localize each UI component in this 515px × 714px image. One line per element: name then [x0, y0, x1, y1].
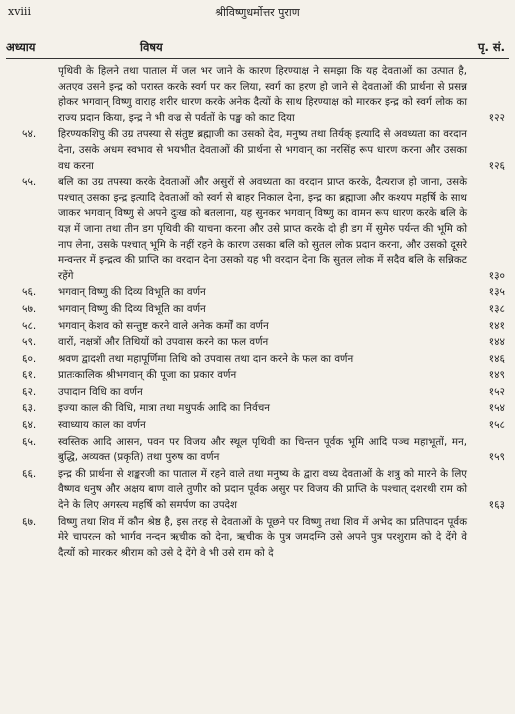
entry-chapter-number: ६५. [22, 435, 37, 448]
entry-chapter-number: ६४. [22, 419, 37, 432]
entry-page-number: १२२ [488, 111, 505, 124]
entry-chapter-number: ६२. [22, 385, 37, 398]
entry-page-number: १२६ [488, 159, 505, 172]
contents-entry [0, 352, 515, 368]
column-header-subject: विषय [140, 40, 163, 54]
entry-chapter-number: ६६. [22, 467, 37, 480]
entry-description: भगवान् विष्णु की दिव्य विभूति का वर्णन [58, 302, 206, 315]
contents-entry [0, 368, 515, 384]
contents-entry [0, 319, 515, 335]
entry-description: वारों, नक्षत्रों और तिथियों को उपवास करने का फल वर्णन [58, 336, 269, 349]
entry-page-number: १४१ [488, 319, 505, 332]
entry-description: प्रातःकालिक श्रीभगवान् की पूजा का प्रकार वर्णन [58, 369, 237, 382]
entry-page-number: १६३ [488, 499, 505, 512]
contents-entry [0, 401, 515, 417]
entry-page-number: १४४ [488, 336, 505, 349]
entry-description: पृथिवी के हिलने तथा पाताल में जल भर जाने के कारण हिरण्याक्ष ने समझा कि यह देवताओं का उत्पात है, अतएव उसने इन्द्र को परास्त करके स्वर्ग पर कर लिया, स्वर्ग का हरण हो जाने से देवताओं की प्रार्थना से प्रसन्न होकर भगवान् विष्णु वाराह शरीर धारण करके अनेक दैत्यों के साथ हिरण्याक्ष को मारकर इन्द्र को स्वर्ग लोक का राज्य प्रदान किया, इन्द्र ने भी वज्र से पर्वतों के पङ्ख को काट दिया [58, 65, 467, 124]
column-headers [0, 40, 515, 58]
entry-page-number: १३५ [488, 286, 505, 299]
page-number-roman: xviii [8, 5, 31, 18]
entry-chapter-number: ५६. [22, 286, 37, 299]
entry-chapter-number: ६१. [22, 369, 37, 382]
entry-page-number: १५४ [488, 402, 505, 415]
entry-description: हिरण्यकशिपु की उग्र तपस्या से संतुष्ट ब्रह्माजी का उसको देव, मनुष्य तथा तिर्यक् इत्यादि से अवध्यता का वरदान देना, उसके अधम स्वभाव से भयभीत देवताओं की प्रार्थना से भगवान् का नरसिंह रूप धारण करना और उसका वध करना [58, 128, 467, 172]
book-title: श्रीविष्णुधर्मोत्तर पुराण [215, 6, 300, 19]
entry-description: इन्द्र की प्रार्थना से शङ्करजी का पाताल में रहने वाले तथा मनुष्य के द्वारा वध्य देवताओं के शत्रु को मारने के लिए वैष्णव धनुष और अक्षय बाण वाले तुणीर को प्रदान पूर्वक असुर पर विजय की प्राप्ति के पश्चात् दशरथी राम को देने के लिए अगस्त्य महर्षि को समर्पण का उपदेश [58, 467, 467, 512]
contents-list [0, 64, 515, 562]
column-header-chapter: अध्याय [6, 40, 36, 54]
contents-entry [0, 302, 515, 318]
entry-chapter-number: ५८. [22, 319, 37, 332]
entry-description: विष्णु तथा शिव में कौन श्रेष्ठ है, इस तरह से देवताओं के पूछने पर विष्णु तथा शिव में अभेद का प्रतिपादन पूर्वक मेरे चापरत्न को भार्गव नन्दन ऋचीक को देना, ऋचीक के पुत्र जमदग्नि उसे अपने पुत्र परशुराम को दे देंगे वे दैत्यों को मारकर श्रीराम को उसे दे देंगे वे भी उसे राम को दे [58, 515, 467, 559]
entry-page-number: १४९ [488, 369, 505, 382]
entry-chapter-number: ५५. [22, 176, 37, 189]
page-header [0, 5, 515, 21]
entry-description: श्रवण द्वादशी तथा महापूर्णिमा तिथि को उपवास तथा दान करने के फल का वर्णन [58, 352, 354, 365]
entry-chapter-number: ५७. [22, 302, 37, 315]
entry-chapter-number: ६३. [22, 402, 37, 415]
column-header-page: पृ. सं. [477, 40, 505, 54]
contents-entry [0, 175, 515, 284]
contents-entry [0, 418, 515, 434]
entry-page-number: १३८ [488, 302, 505, 315]
entry-chapter-number: ५९. [22, 336, 37, 349]
entry-description: स्वस्तिक आदि आसन, पवन पर विजय और स्थूल पृथिवी का चिन्तन पूर्वक भूमि आदि पञ्च महाभूतों, मन, बुद्धि, अव्यक्त (प्रकृति) तथा पुरुष का वर्णन [58, 435, 467, 464]
contents-entry [0, 285, 515, 301]
entry-chapter-number: ६०. [22, 352, 37, 365]
entry-page-number: १४६ [488, 352, 505, 365]
entry-description: उपादान विधि का वर्णन [58, 385, 143, 398]
entry-description: बलि का उग्र तपस्या करके देवताओं और असुरों से अवध्यता का वरदान प्राप्त करके, दैत्यराज हो जाना, उसके पश्चात् उसका इन्द्र इत्यादि देवताओं को स्वर्ग से बाहर निकाल देना, इन्द्र का ब्रह्माजा और कश्यप महर्षि के साथ जाकर भगवान् विष्णु से अपने दुःख को बतलाना, यह सुनकर भगवान् विष्णु का वामन रूप धारण करके बलि के यज्ञ में जाना तथा तीन डग पृथिवी की याचना करना और उसे प्राप्त करके दो ही डग में सुमेरु पर्यन्त की भूमि को नाप लेना, उसके पश्चात् भूमि के नहीं रहने के कारण उसका बलि को सुतल लोक प्रदान करना, और उसको दूसरे मन्वन्तर में इन्द्रत्व की प्राप्ति का वरदान देना उसको यह भी वरदान देना कि सुतल लोक में सदैव बलि के सन्निकट रहेंगे [58, 176, 467, 282]
contents-entry [0, 515, 515, 562]
contents-entry [0, 335, 515, 351]
entry-chapter-number: ६७. [22, 515, 37, 528]
entry-page-number: १५२ [488, 385, 505, 398]
entry-description: भगवान् विष्णु की दिव्य विभूति का वर्णन [58, 286, 206, 299]
entry-description: भगवान् केशव को सन्तुष्ट करने वाले अनेक कर्मों का वर्णन [58, 319, 269, 332]
entry-page-number: १५९ [488, 451, 505, 464]
entry-page-number: १३० [488, 269, 505, 282]
contents-entry [0, 385, 515, 401]
contents-entry [0, 435, 515, 466]
header-rule [6, 58, 509, 59]
entry-description: स्वाध्याय काल का वर्णन [58, 419, 146, 432]
contents-entry [0, 467, 515, 514]
entry-chapter-number: ५४. [22, 128, 37, 141]
contents-entry [0, 127, 515, 174]
entry-page-number: १५८ [488, 419, 505, 432]
contents-entry [0, 64, 515, 126]
entry-description: इज्या काल की विधि, मात्रा तथा मधुपर्क आदि का निर्वचन [58, 402, 270, 415]
